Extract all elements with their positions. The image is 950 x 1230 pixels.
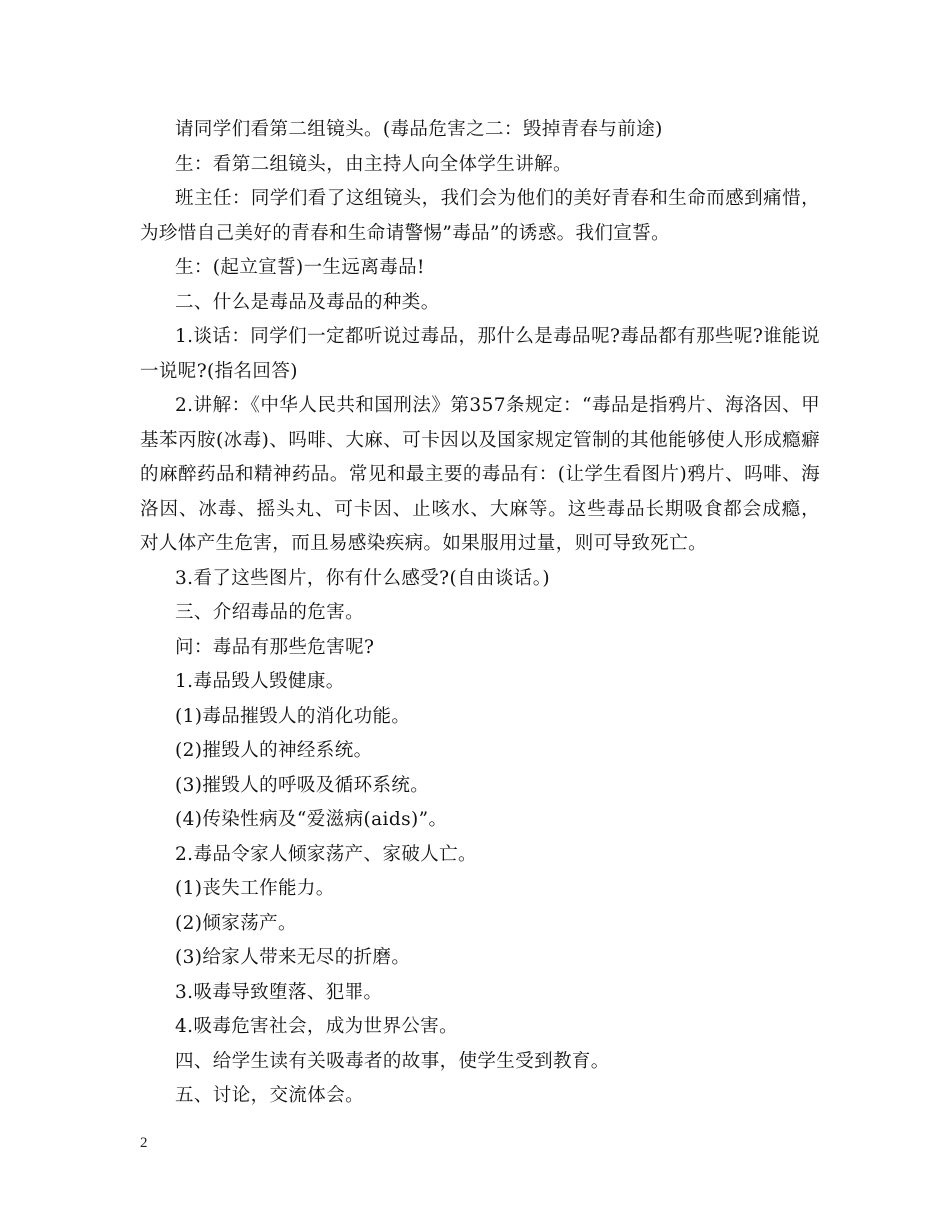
list-item: (2)摧毁人的神经系统。 xyxy=(175,740,373,761)
list-item: 1.毒品毁人毁健康。 xyxy=(175,671,345,692)
list-item: (3)给家人带来无尽的折磨。 xyxy=(175,947,411,968)
list-item: (4)传染性病及“爱滋病(aids)”。 xyxy=(175,809,448,830)
section-heading: 三、介绍毒品的危害。 xyxy=(175,602,365,623)
list-item: 3.吸毒导致堕落、犯罪。 xyxy=(175,981,383,1003)
paragraph: 问：毒品有那些危害呢? xyxy=(175,636,375,658)
list-item: (1)毒品摧毁人的消化功能。 xyxy=(175,705,411,727)
paragraph: 请同学们看第二组镜头。(毒品危害之二：毁掉青春与前途) xyxy=(175,119,663,140)
paragraph: 生：(起立宣誓)一生远离毒品! xyxy=(175,257,425,278)
paragraph: 生：看第二组镜头，由主持人向全体学生讲解。 xyxy=(175,153,572,175)
list-item: 4.吸毒危害社会，成为世界公害。 xyxy=(175,1016,459,1037)
document-body xyxy=(140,113,820,1114)
list-item: (2)倾家荡产。 xyxy=(175,912,297,934)
page-number: 2 xyxy=(140,1135,148,1151)
section-heading: 二、什么是毒品及毒品的种类。 xyxy=(175,291,440,313)
list-item: (3)摧毁人的呼吸及循环系统。 xyxy=(175,774,430,796)
paragraph: 班主任：同学们看了这组镜头，我们会为他们的美好青春和生命而感到痛惜，为珍惜自己美好的青春和生命请警惕”毒品”的诱惑。我们宣誓。 xyxy=(140,188,820,244)
section-heading: 五、讨论，交流体会。 xyxy=(175,1085,365,1106)
list-item: (1)丧失工作能力。 xyxy=(175,878,335,899)
paragraph: 2.讲解：《中华人民共和国刑法》第357条规定：“毒品是指鸦片、海洛因、甲基苯丙胺(冰毒)、吗啡、大麻、可卡因以及国家规定管制的其他能够使人形成瘾癖的麻醉药品和精神药品。常见和最主要的毒品有：(让学生看图片)鸦片、吗啡、海洛因、冰毒、摇头丸、可卡因、止咳水、大麻等。这些毒品长期吸食都会成瘾，对人体产生危害，而且易感染疾病。如果服用过量，则可导致死亡。 xyxy=(140,395,820,554)
paragraph: 1.谈话：同学们一定都听说过毒品，那什么是毒品呢?毒品都有那些呢?谁能说一说呢?(指名回答) xyxy=(140,326,820,382)
list-item: 2.毒品令家人倾家荡产、家破人亡。 xyxy=(175,843,477,865)
paragraph: 3.看了这些图片，你有什么感受?(自由谈话。) xyxy=(175,567,550,589)
section-heading: 四、给学生读有关吸毒者的故事，使学生受到教育。 xyxy=(175,1050,610,1072)
